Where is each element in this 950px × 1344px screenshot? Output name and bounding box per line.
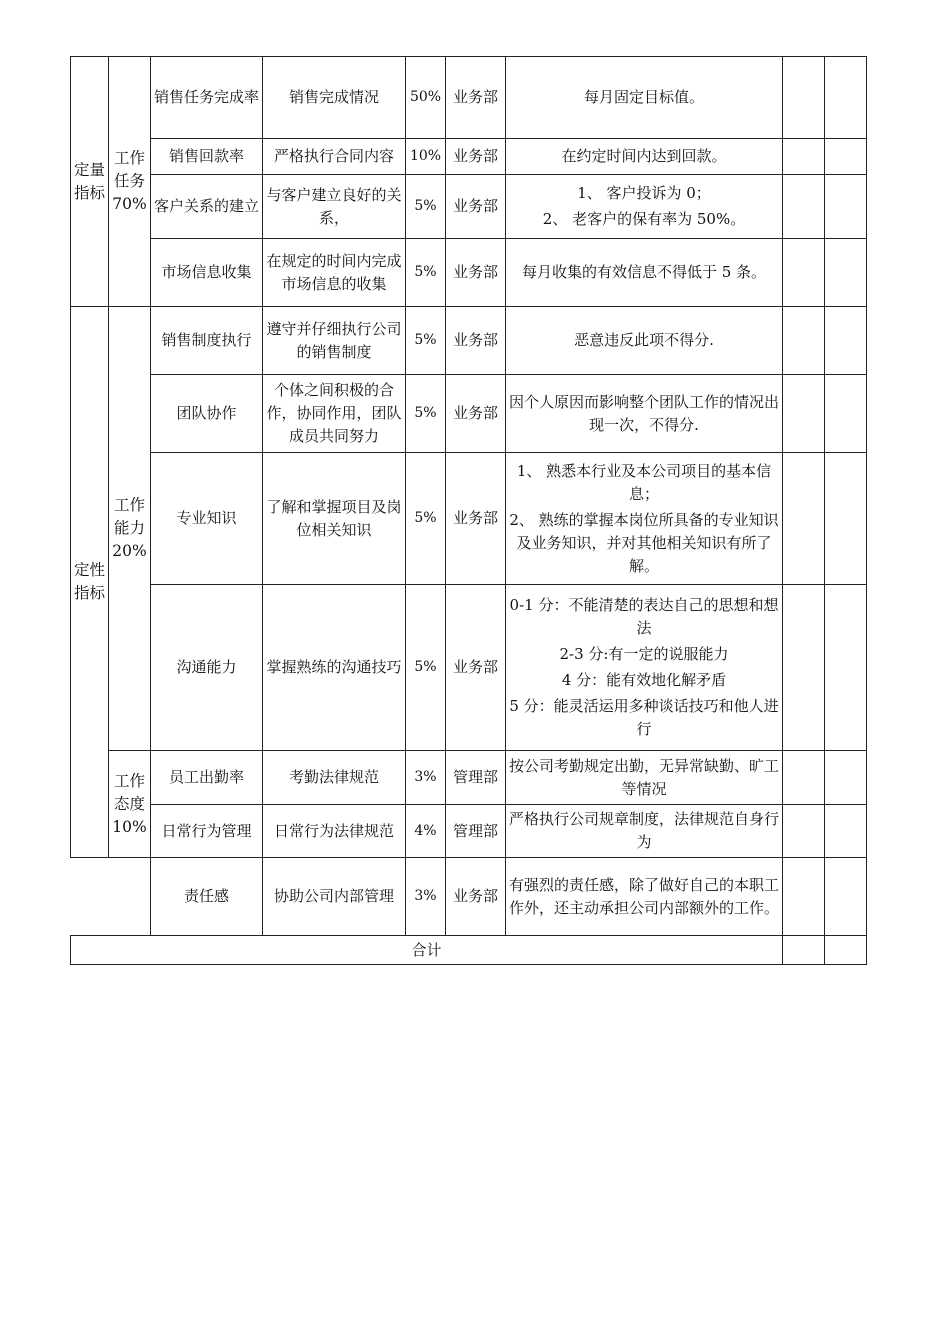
definition-cell: 了解和掌握项目及岗位相关知识 — [263, 453, 406, 585]
indicator-cell: 责任感 — [151, 858, 263, 936]
weight-cell: 4% — [406, 805, 446, 858]
total-label: 合计 — [71, 936, 783, 965]
indicator-cell: 销售制度执行 — [151, 307, 263, 375]
score-cell — [825, 375, 867, 453]
definition-cell: 严格执行合同内容 — [263, 139, 406, 175]
standard-cell — [506, 453, 783, 585]
table-row — [71, 139, 867, 175]
standard-line: 因个人原因而影响整个团队工作的情况出现一次，不得分. — [508, 392, 779, 434]
standard-cell — [506, 307, 783, 375]
kpi-table — [70, 56, 867, 965]
dept-cell: 业务部 — [446, 175, 506, 239]
standard-line: 0-1 分：不能清楚的表达自己的思想和想法 — [509, 596, 779, 637]
weight-cell: 10% — [406, 139, 446, 175]
kpi-table-wrapper — [70, 56, 867, 965]
indicator-cell: 销售回款率 — [151, 139, 263, 175]
score-cell — [783, 585, 825, 751]
dept-cell: 业务部 — [446, 453, 506, 585]
standard-line: 2、 老客户的保有率为 50%。 — [542, 210, 746, 228]
category-quantitative: 定量指标 — [71, 57, 109, 307]
definition-cell: 掌握熟练的沟通技巧 — [263, 585, 406, 751]
subcategory-work-attitude: 工作态度10% — [109, 751, 151, 858]
weight-cell: 3% — [406, 858, 446, 936]
score-cell — [825, 239, 867, 307]
table-row — [71, 858, 867, 936]
weight-cell: 50% — [406, 57, 446, 139]
total-score-cell — [825, 936, 867, 965]
standard-line: 每月收集的有效信息不得低于 5 条。 — [521, 263, 767, 281]
score-cell — [783, 57, 825, 139]
score-cell — [825, 57, 867, 139]
definition-cell: 在规定的时间内完成市场信息的收集 — [263, 239, 406, 307]
table-row — [71, 453, 867, 585]
definition-cell: 销售完成情况 — [263, 57, 406, 139]
score-cell — [783, 139, 825, 175]
standard-cell — [506, 139, 783, 175]
indicator-cell: 团队协作 — [151, 375, 263, 453]
score-cell — [825, 751, 867, 805]
dept-cell: 业务部 — [446, 858, 506, 936]
table-row — [71, 239, 867, 307]
table-row — [71, 805, 867, 858]
indicator-cell: 市场信息收集 — [151, 239, 263, 307]
weight-cell: 5% — [406, 175, 446, 239]
weight-cell: 5% — [406, 239, 446, 307]
standard-cell — [506, 175, 783, 239]
total-row — [71, 936, 867, 965]
table-row — [71, 307, 867, 375]
standard-cell — [506, 57, 783, 139]
standard-line: 5 分：能灵活运用多种谈话技巧和他人进行 — [509, 697, 779, 738]
score-cell — [783, 175, 825, 239]
table-row — [71, 585, 867, 751]
standard-line: 2、 熟练的掌握本岗位所具备的专业知识及业务知识，并对其他相关知识有所了解。 — [509, 510, 779, 575]
weight-cell: 3% — [406, 751, 446, 805]
indicator-cell: 日常行为管理 — [151, 805, 263, 858]
score-cell — [825, 307, 867, 375]
score-cell — [783, 751, 825, 805]
standard-line: 在约定时间内达到回款。 — [561, 147, 727, 165]
dept-cell: 管理部 — [446, 751, 506, 805]
standard-line: 按公司考勤规定出勤，无异常缺勤、旷工等情况 — [508, 756, 779, 798]
table-row — [71, 175, 867, 239]
score-cell — [825, 453, 867, 585]
score-cell — [783, 375, 825, 453]
score-cell — [825, 805, 867, 858]
dept-cell: 业务部 — [446, 307, 506, 375]
total-score-cell — [783, 936, 825, 965]
weight-cell: 5% — [406, 453, 446, 585]
dept-cell: 业务部 — [446, 57, 506, 139]
table-row — [71, 57, 867, 139]
definition-cell: 个体之间积极的合作，协同作用，团队成员共同努力 — [263, 375, 406, 453]
indicator-cell: 沟通能力 — [151, 585, 263, 751]
subcategory-work-ability: 工作能力20% — [109, 307, 151, 751]
dept-cell: 业务部 — [446, 585, 506, 751]
blank-category-cell — [71, 858, 151, 936]
dept-cell: 业务部 — [446, 139, 506, 175]
definition-cell: 考勤法律规范 — [263, 751, 406, 805]
score-cell — [783, 453, 825, 585]
table-row — [71, 375, 867, 453]
weight-cell: 5% — [406, 307, 446, 375]
score-cell — [825, 858, 867, 936]
standard-cell — [506, 858, 783, 936]
score-cell — [825, 139, 867, 175]
indicator-cell: 专业知识 — [151, 453, 263, 585]
dept-cell: 业务部 — [446, 375, 506, 453]
score-cell — [783, 239, 825, 307]
score-cell — [825, 585, 867, 751]
standard-cell — [506, 805, 783, 858]
standard-line: 2-3 分:有一定的说服能力 — [559, 645, 729, 663]
standard-line: 有强烈的责任感，除了做好自己的本职工作外，还主动承担公司内部额外的工作。 — [508, 875, 779, 917]
definition-cell: 协助公司内部管理 — [263, 858, 406, 936]
standard-line: 1、 熟悉本行业及本公司项目的基本信息； — [516, 461, 772, 503]
standard-line: 严格执行公司规章制度，法律规范自身行为 — [508, 810, 779, 851]
weight-cell: 5% — [406, 375, 446, 453]
subcategory-work-task: 工作任务70% — [109, 57, 151, 307]
standard-cell — [506, 585, 783, 751]
score-cell — [783, 858, 825, 936]
dept-cell: 业务部 — [446, 239, 506, 307]
score-cell — [825, 175, 867, 239]
indicator-cell: 员工出勤率 — [151, 751, 263, 805]
weight-cell: 5% — [406, 585, 446, 751]
standard-cell — [506, 751, 783, 805]
definition-cell: 遵守并仔细执行公司的销售制度 — [263, 307, 406, 375]
dept-cell: 管理部 — [446, 805, 506, 858]
standard-line: 每月固定目标值。 — [583, 88, 704, 106]
definition-cell: 与客户建立良好的关系， — [263, 175, 406, 239]
score-cell — [783, 805, 825, 858]
category-qualitative: 定性指标 — [71, 307, 109, 858]
standard-line: 恶意违反此项不得分. — [574, 331, 714, 349]
score-cell — [783, 307, 825, 375]
table-row — [71, 751, 867, 805]
standard-cell — [506, 239, 783, 307]
standard-cell — [506, 375, 783, 453]
definition-cell: 日常行为法律规范 — [263, 805, 406, 858]
indicator-cell: 客户关系的建立 — [151, 175, 263, 239]
standard-line: 4 分：能有效地化解矛盾 — [561, 671, 727, 689]
standard-line: 1、 客户投诉为 0； — [577, 184, 711, 202]
indicator-cell: 销售任务完成率 — [151, 57, 263, 139]
